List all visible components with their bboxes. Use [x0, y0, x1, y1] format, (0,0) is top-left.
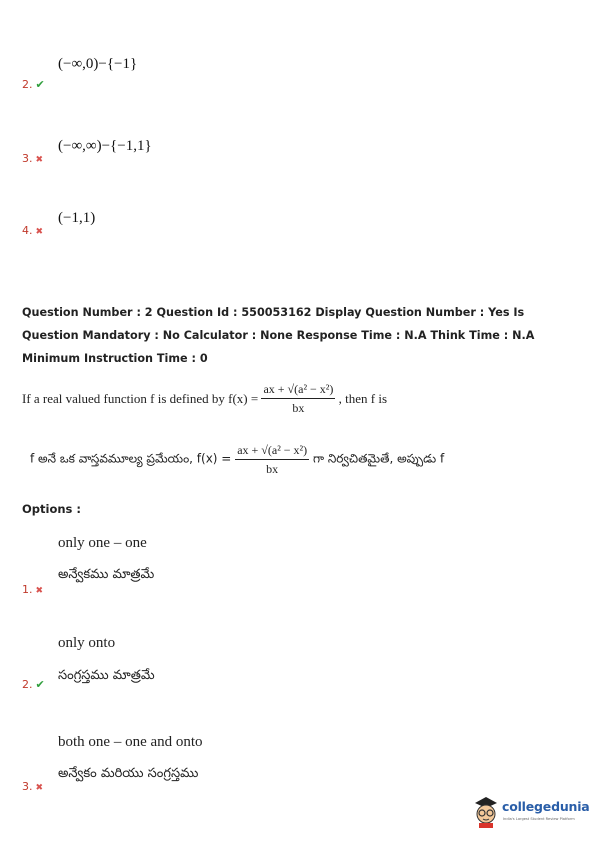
collegedunia-logo	[472, 792, 592, 832]
cross-icon: ✖	[35, 155, 44, 165]
logo-name: collegedunia	[502, 799, 590, 814]
option-2-english: only onto	[58, 635, 116, 651]
fraction-numerator-telugu: ax + √(a² − x²)	[235, 443, 309, 460]
prev-option-3-text: (−∞,∞)−{−1,1}	[58, 138, 152, 154]
fraction-denominator: bx	[292, 401, 305, 415]
logo-tagline: India's Largest Student Review Platform	[503, 817, 575, 821]
option-1-english: only one – one	[58, 535, 147, 551]
function-fraction	[261, 382, 335, 416]
option-3	[22, 734, 322, 804]
question-english-suffix: , then f is	[338, 391, 388, 406]
option-3-english: both one – one and onto	[58, 734, 203, 750]
prev-option-3-number: 3.	[22, 152, 33, 165]
option-3-telugu: అన్వేకం మరియు సంగ్రస్తము	[58, 766, 199, 781]
option-2-number: 2.	[22, 678, 33, 691]
cross-icon: ✖	[35, 783, 44, 793]
question-english-prefix: If a real valued function f is defined by f(x) =	[22, 391, 259, 406]
question-telugu-suffix: గా నిర్వచితమైతే, అప్పుడు f	[312, 451, 445, 466]
option-3-number: 3.	[22, 780, 33, 793]
cross-icon: ✖	[35, 227, 44, 237]
option-1-telugu: అన్వేకము మాత్రమే	[58, 567, 155, 582]
check-icon: ✔	[35, 78, 45, 91]
question-header: Question Number : 2 Question Id : 550053162 Display Question Number : Yes Is Question Mandatory : No Calculator : None Response Time : N.A Think Time : N.A Minimum Instruction Time : 0	[22, 306, 535, 365]
question-telugu	[30, 443, 444, 477]
prev-option-4-text: (−1,1)	[58, 210, 96, 226]
fraction-denominator-telugu: bx	[266, 462, 279, 476]
prev-option-2-text: (−∞,0)−{−1}	[58, 56, 138, 72]
question-telugu-prefix: f అనే ఒక వాస్తవమూల్య ప్రమేయం, f(x) =	[30, 451, 232, 466]
student-mascot-icon	[472, 794, 500, 828]
fraction-numerator: ax + √(a² − x²)	[261, 382, 335, 399]
cross-icon: ✖	[35, 586, 44, 596]
question-english	[22, 382, 387, 416]
function-fraction-telugu	[235, 443, 309, 477]
option-1	[22, 535, 322, 605]
prev-option-2-number: 2.	[22, 78, 33, 91]
option-1-number: 1.	[22, 583, 33, 596]
option-2-telugu: సంగ్రస్తము మాత్రమే	[58, 668, 155, 683]
options-label: Options :	[22, 502, 81, 516]
check-icon: ✔	[35, 678, 45, 691]
prev-option-4-number: 4.	[22, 224, 33, 237]
option-2	[22, 635, 322, 705]
